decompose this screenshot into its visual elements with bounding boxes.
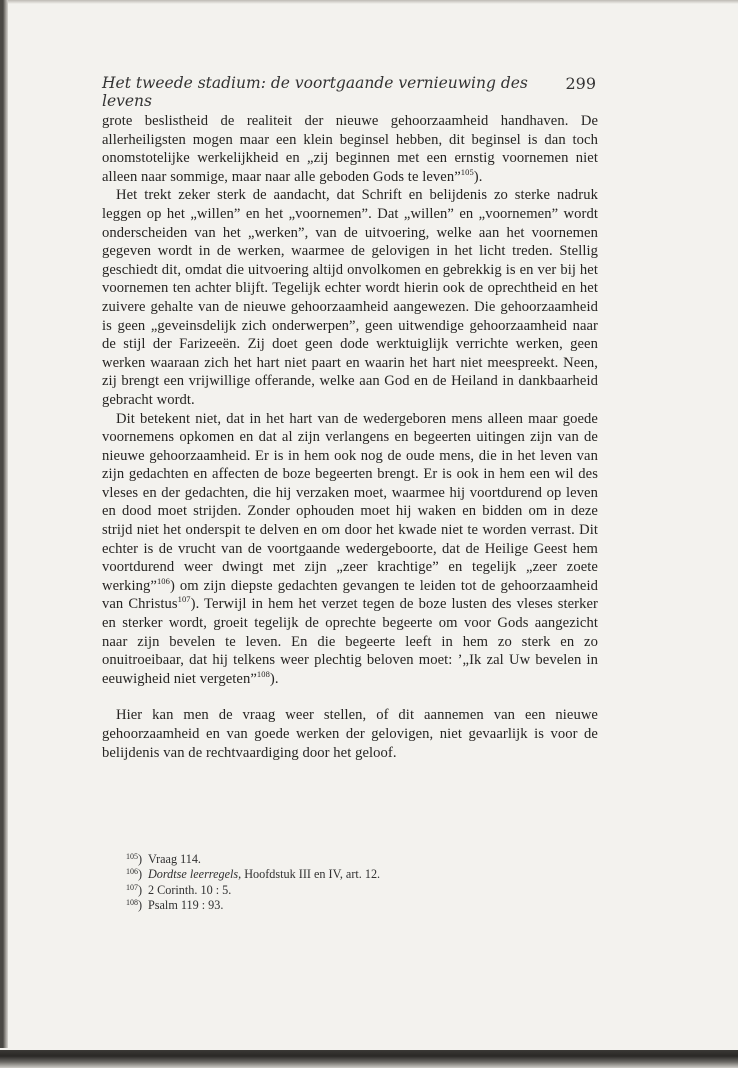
footnote-number: $^{107}$) <box>125 882 142 897</box>
footnote-ref: 105 <box>460 166 474 177</box>
text-run: grote beslistheid de realiteit der nieuwe gehoorzaamheid handhaven. De allerheiligsten mogen maar een klein beginsel hebben, dit beginsel is dan toch onomstotelijke werkelijkheid en „zij beginnen met een ernstig voornemen niet alleen naar sommige, maar naar alle geboden Gods te leven” <box>102 113 598 185</box>
text-run: ). Terwijl in hem het verzet tegen de boze lusten des vleses sterker en sterker wordt, groeit tegelijk de oprechte begeerte om voor Gods aangezicht naar zijn bevelen te leven. En die begeerte leeft in hem zo sterk en zo onuitroeibaar, dat hij telkens weer plechtig beloven moet: ’„Ik zal Uw bevelen in eeuwigheid niet vergeten” <box>102 596 598 687</box>
text-run: Psalm 119 : 93. <box>148 898 224 913</box>
footnote <box>104 852 524 867</box>
footnote-number: $^{105}$) <box>125 852 142 866</box>
text-run: ). <box>473 168 483 185</box>
footnotes <box>104 852 524 914</box>
footnote-ref: 106 <box>156 575 170 586</box>
footnote <box>104 883 524 898</box>
footnote-number: $^{106}$) <box>125 867 142 882</box>
text-run: Hoofdstuk III en IV, art. 12. <box>241 867 381 882</box>
scan-left-edge <box>0 0 8 1048</box>
text-run: Dit betekent niet, dat in het hart van de wedergeboren mens alleen maar goede voornemens opkomen en dat al zijn verlangens en begeerten uitingen zijn van de nieuwe gehoorzaamheid. Er is in hem ook nog de oude mens, die in het leven van zijn gedachten en affecten de boze begeerten brengt. Er is ook in hem een wil des vleses en der gedachten, die hij verzaken moet, waarmee hij voortdurend op leven en dood moet strijden. Zonder ophouden moet hij waken en bidden om in deze strijd niet het onderspit te delven en om door het kwade niet te worden verrast. Dit echter is de vrucht van de voortgaande wedergeboorte, dat de Heilige Geest hem voortdurend weer dwingt met zijn „zeer krachtige” en tegelijk „zeer zoete werking” <box>102 410 598 594</box>
paragraph <box>102 186 598 409</box>
text-run: ) om zijn diepste gedachten gevangen te leiden tot de gehoorzaamheid van Christus <box>102 577 598 613</box>
page-number: 299 <box>565 74 596 93</box>
footnote-ref: 108 <box>256 668 270 679</box>
text-run: ). <box>269 670 279 687</box>
body-text <box>102 112 598 762</box>
text-run: Vraag 114. <box>148 852 201 866</box>
footnote-text <box>148 867 380 882</box>
paragraph <box>102 410 598 689</box>
scan-bottom-edge <box>0 1050 738 1068</box>
footnote-ref: 107 <box>177 594 191 605</box>
footnote-number: $^{108}$) <box>125 898 142 913</box>
footnote <box>104 867 524 882</box>
text-run: Hier kan men de vraag weer stellen, of dit aannemen van een nieuwe gehoorzaamheid en van goede werken der gelovigen, niet gevaarlijk is voor de belijdenis van de rechtvaardiging door het geloof. <box>102 707 598 761</box>
text-run: Het trekt zeker sterk de aandacht, dat Schrift en belijdenis zo sterke nadruk leggen op het „willen” en het „voornemen”. Dat „willen” en „voornemen” wordt onderscheiden van het „werken”, van de uitvoering, welke aan het voornemen gegeven wordt in de werken, waarmee de gelovigen in het licht treden. Stellig geschiedt dit, omdat die uitvoering altijd onvolkomen en gebrekkig is en ver bij het voornemen ten achter blijft. Tegelijk echter wordt hierin ook de oprechtheid en het zuivere gehalte van de nieuwe gehoorzaamheid aangewezen. Die gehoorzaamheid is geen „geveinsdelijk zich onderwerpen”, geen uitwendige gehoorzaamheid naar de stijl der Farizeeën. Zij doet geen dode werktuiglijk verrichte werken, geen werken waaraan zich het hart niet paart en waarin het hart niet meespreekt. Neen, zij brengt een vrijwillige offerande, welke aan God en de Heiland in dankbaarheid gebracht wordt. <box>102 187 598 408</box>
running-head <box>102 74 598 110</box>
running-title: Het tweede stadium: de voortgaande vernieuwing des levens <box>102 74 528 110</box>
italic-text: Dordtse leerregels, <box>148 867 242 882</box>
footnote-text <box>148 852 201 867</box>
paragraph <box>102 706 598 762</box>
footnote-text <box>148 883 231 898</box>
scan-top-edge <box>0 0 738 4</box>
paragraph <box>102 112 598 186</box>
footnote <box>104 898 524 913</box>
text-run: 2 Corinth. 10 : 5. <box>148 882 232 897</box>
footnote-text <box>148 898 223 913</box>
